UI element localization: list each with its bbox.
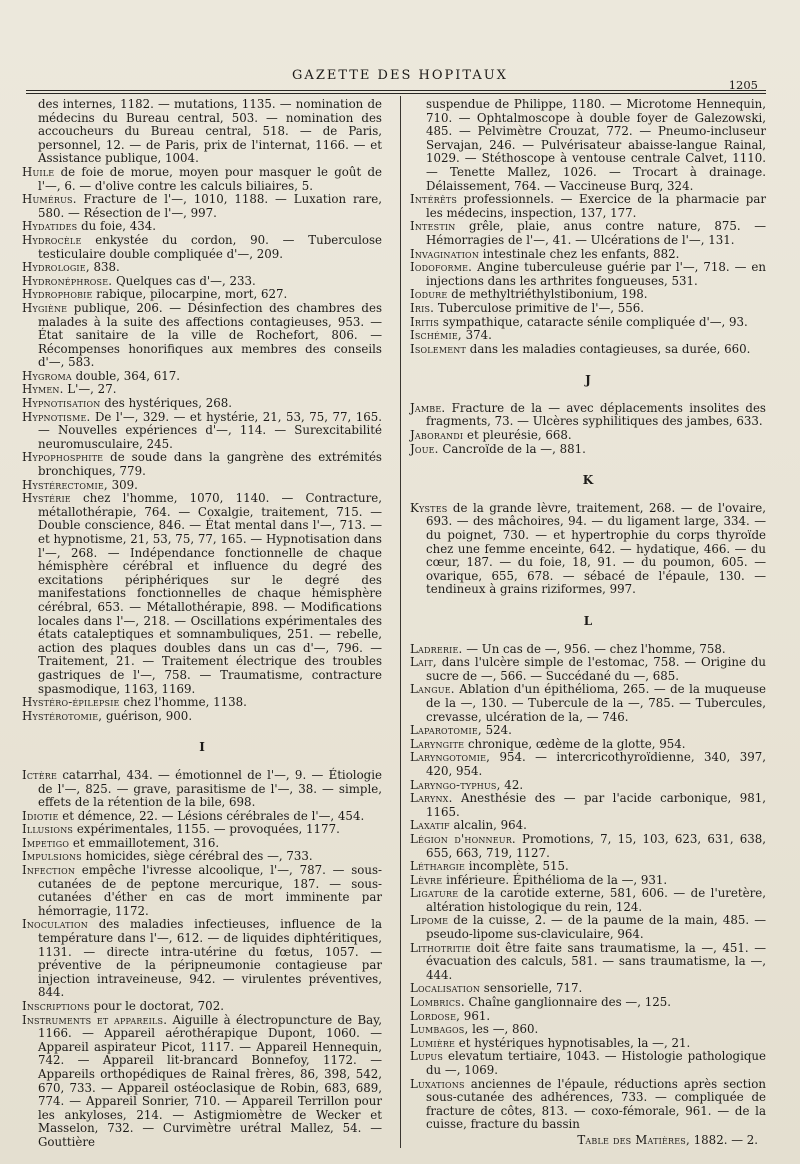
entry-term: Ischémie, [410, 328, 462, 343]
entry-term: Iodure [410, 287, 448, 302]
index-entry [22, 837, 382, 851]
entry-text: de la grande lèvre, traitement, 268. — de l'ovaire, 693. — des mâchoires, 94. — du ligament large, 334. — du poignet, 730. — et hypertrophie du corps thyroïde chez une femme enceinte, 642. — hydatique, 466. — du cœur, 187. — du foie, 18, 91. — du poumon, 605. — ovarique, 655, 678. — sébacé de l'épaule, 130. — tendineux à grains riziformes, 997. [426, 500, 766, 597]
entry-text: Aiguille à électropuncture de Bay, 1166. — Appareil aérothérapique Dupont, 1060. — Appareil aspirateur Picot, 1117. — Appareil Hennequin, 742. — Appareil lit-brancard Bonnefoy, 1172. — Appareils orthopédiques de Rainal frères, 86, 398, 542, 670, 733. — Appareil ostéoclasique de Robin, 683, 689, 774. — Appareil Sonrier, 710. — Appareil Terrillon pour les ankyloses, 214. — Astigmiomètre de Wecker et Masselon, 732. — Curvimètre urétral Mallez, 54. — Gouttière [38, 1012, 382, 1149]
entry-text: Angine tuberculeuse guérie par l'—, 718. — en injections dans les arthrites fongueuses, 531. [426, 260, 766, 288]
index-entry [22, 864, 382, 918]
entry-text: 42. [500, 777, 524, 792]
entry-text: anciennes de l'épaule, réductions après section sous-cutanée des adhérences, 733. — compliquée de fracture de côtes, 813. — coxo-fémorale, 961. — de la cuisse, fracture du bassin [426, 1076, 766, 1132]
entry-text: et pleurésie, 668. [463, 428, 572, 443]
entry-term: Inoculation [22, 917, 88, 932]
entry-term: Illusions [22, 822, 74, 837]
index-entry-continued [410, 98, 766, 193]
entry-text: L'—, 27. [63, 382, 117, 397]
index-entry [22, 1000, 382, 1014]
entry-text: inférieure. Épithélioma de la —, 931. [442, 872, 668, 887]
index-entry [22, 193, 382, 220]
entry-term: Intérêts [410, 192, 458, 207]
entry-text: et emmaillotement, 316. [69, 835, 220, 850]
entry-term: Lumbagos, [410, 1022, 469, 1037]
entry-text: chez l'homme, 1070, 1140. — Contracture, métallothérapie, 764. — Coxalgie, traitement, 715. — Double conscience, 846. — État mental dans l'—, 713. — et hypnotisme, 21, 53, 75, 77, 165. — Hypnotisation dans l'—, 268. — Indépendance fonctionnelle de chaque hémisphère cérébral et influence du degré des excitations périphériques sur le degré des manifestations fonctionnelles de chaque hémisphère cérébral, 653. — Métallothérapie, 898. — Modifications locales dans l'—, 218. — Oscillations expérimentales des états cataleptiques et somnambuliques, 251. — rebelle, action des plaques doubles dans un cas d'—, 796. — Traitement, 21. — Traitement électrique des troubles gastriques de l'—, 758. — Traumatisme, contracture spasmodique, 1163, 1169. [38, 491, 382, 696]
entry-term: Laryngotomie, [410, 750, 491, 765]
entry-text: suspendue de Philippe, 1180. — Microtome Hennequin, 710. — Ophtalmoscope à double foyer de Galezowski, 485. — Pelvimètre Crouzat, 772. — Pneumo-incluseur Servajan, 246. — Pulvérisateur abaisse-langue Rainal, 1029. — Stéthoscope à ventouse centrale Calvet, 1110. — Tenette Mallez, 1026. — Trocart à drainage. Délaissement, 764. — Vaccineuse Burq, 324. [426, 97, 766, 193]
entry-text: 374. [461, 328, 492, 343]
entry-text: des hystériques, 268. [100, 396, 232, 411]
entry-text: Cancroïde de la —, 881. [438, 441, 586, 456]
entry-text: grêle, plaie, anus contre nature, 875. — Hémorragies de l'—, 41. — Ulcérations de l'—, 131. [426, 219, 766, 247]
entry-term: Invagination [410, 246, 480, 261]
index-entry [22, 411, 382, 452]
entry-text: homicides, siège cérébral des —, 733. [81, 849, 313, 864]
entry-term: Hypophosphite [22, 450, 104, 465]
index-entry [22, 696, 382, 710]
index-entry [410, 860, 766, 874]
index-entry [22, 769, 382, 810]
entry-term: Larynx. [410, 791, 453, 806]
entry-term: Hymen. [22, 382, 64, 397]
entry-term: Ladrerie. [410, 641, 463, 656]
index-entry-continued [22, 98, 382, 166]
entry-text: Ablation d'un épithélioma, 265. — de la muqueuse de la —, 130. — Tubercule de la —, 785. — Tubercules, crevasse, ulcération de la, — 746. [426, 682, 766, 724]
entry-term: Localisation [410, 981, 481, 996]
entry-text: guérison, 900. [102, 708, 193, 723]
section-letter: K [582, 473, 594, 488]
section-letter: L [583, 614, 593, 628]
entry-text: du foie, 434. [77, 219, 156, 234]
entry-text: enkystée du cordon, 90. — Tuberculose testiculaire double compliquée d'—, 209. [38, 232, 382, 261]
index-entry [22, 397, 382, 411]
index-entry [410, 248, 766, 262]
entry-term: Kystes [410, 500, 448, 515]
entry-term: Laparotomie, [410, 723, 482, 738]
entry-text: Tuberculose primitive de l'—, 556. [434, 300, 645, 315]
index-entry [410, 887, 766, 914]
entry-text: incomplète, 515. [464, 859, 569, 874]
entry-text: pour le doctorat, 702. [89, 999, 224, 1013]
index-entry [22, 710, 382, 724]
entry-term: Hystéro-épilepsie [22, 695, 120, 710]
entry-text: rabique, pilocarpine, mort, 627. [92, 287, 288, 302]
section-letter: I [199, 740, 205, 755]
entry-text: double, 364, 617. [71, 368, 181, 383]
index-entry [410, 683, 766, 724]
entry-text: Promotions, 7, 15, 103, 623, 631, 638, 655, 663, 719, 1127. [426, 831, 766, 860]
header-rule [26, 90, 766, 91]
entry-term: Lithotritie [410, 940, 471, 955]
right-column [410, 98, 766, 1148]
index-entry [22, 492, 382, 696]
entry-term: Hygroma [22, 368, 72, 383]
entry-text: empêche l'ivresse alcoolique, l'—, 787. — sous-cutanées de de peptone mercurique, 187. — sous-cutanées d'éther en cas de mort imminente par hémorragie, 1172. [38, 863, 382, 918]
entry-term: Inscriptions [22, 999, 90, 1013]
entry-term: Idiotie [22, 808, 59, 823]
index-entry [22, 261, 382, 275]
index-entry [22, 810, 382, 824]
index-entry [22, 370, 382, 384]
left-column [22, 98, 382, 1150]
entry-term: Laryngo-typhus, [410, 777, 501, 792]
index-entry [410, 819, 766, 833]
entry-term: Hystérotomie, [22, 708, 103, 723]
entry-term: Humérus. [22, 192, 77, 207]
entry-text: 309. [107, 477, 138, 492]
entry-term: Laxatif [410, 818, 450, 833]
entry-text: publique, 206. — Désinfection des chambres des malades à la suite des affections contagieuses, 953. — État sanitaire de la ville de Rochefort, 806. — Récompenses honorifiques aux membres des conseils d'—, 583. [38, 300, 382, 370]
journal-title: GAZETTE DES HOPITAUX [292, 68, 508, 83]
entry-text: elevatum tertiaire, 1043. — Histologie pathologique du —, 1069. [426, 1049, 766, 1077]
entry-text: des maladies infectieuses, influence de la température dans l'—, 612. — de liquides diphtéritiques, 1131. — directe intra-utérine du fœtus, 1057. — préventive de la péripneumonie contagieuse par injection intraveineuse, 942. — virulentes préventives, 844. [38, 917, 382, 1000]
entry-text: dans les maladies contagieuses, sa durée, 660. [466, 341, 751, 356]
entry-term: Impulsions [22, 849, 82, 864]
entry-term: Hydrologie, [22, 260, 90, 275]
index-entry [22, 451, 382, 478]
index-entry [410, 402, 766, 429]
index-entry [22, 220, 382, 234]
index-entry [410, 1037, 766, 1051]
index-entry [22, 850, 382, 864]
entry-term: Instruments et appareils. [22, 1012, 168, 1027]
entry-term: Hystérie [22, 491, 71, 506]
index-entry [410, 316, 766, 330]
footer-text: 1882. — 2. [689, 1132, 758, 1147]
entry-term: Hypnotisme. [22, 409, 91, 424]
entry-term: Lombrics. [410, 995, 465, 1010]
entry-text: 524. [481, 723, 512, 738]
entry-term: Isolement [410, 341, 467, 356]
index-entry [410, 1010, 766, 1024]
entry-text: de la cuisse, 2. — de la paume de la main, 485. — pseudo-lipome sus-claviculaire, 964. [426, 913, 766, 942]
page-footer [410, 1134, 766, 1148]
entry-text: Chaîne ganglionnaire des —, 125. [464, 995, 671, 1010]
index-entry [410, 751, 766, 778]
entry-text: Fracture de la — avec déplacements insolites des fragments, 73. — Ulcères syphilitiques des jambes, 633. [426, 400, 766, 429]
entry-text: 961. [460, 1008, 491, 1023]
index-entry [410, 288, 766, 302]
index-entry [410, 443, 766, 457]
entry-text: de methyltriéthylstibonium, 198. [447, 287, 648, 302]
entry-text: alcalin, 964. [449, 818, 527, 833]
column-divider [400, 96, 401, 1148]
entry-text: Quelques cas d'—, 233. [112, 273, 256, 288]
index-entry [410, 502, 766, 597]
entry-term: Hystérectomie, [22, 477, 108, 492]
entry-text: professionnels. — Exercice de la pharmacie par les médecins, inspection, 137, 177. [426, 192, 766, 220]
entry-term: Joue. [410, 441, 439, 456]
entry-term: Infection [22, 863, 76, 878]
page-number: 1205 [728, 78, 758, 92]
entry-text: — Un cas de —, 956. — chez l'homme, 758. [462, 641, 726, 656]
footer-label: Table des Matières, [577, 1132, 690, 1147]
entry-text: de soude dans la gangrène des extrémités bronchiques, 779. [38, 450, 382, 479]
entry-term: Iodoforme. [410, 260, 473, 275]
index-entry [22, 166, 382, 193]
entry-term: Huile [22, 164, 55, 179]
entry-term: Intestin [410, 219, 456, 234]
index-entry [22, 288, 382, 302]
entry-term: Légion d'honneur. [410, 831, 516, 846]
index-entry [410, 833, 766, 860]
entry-term: Luxations [410, 1076, 465, 1091]
entry-term: Hypnotisation [22, 396, 101, 411]
entry-term: Hydrocèle [22, 232, 82, 247]
index-entry [410, 914, 766, 941]
entry-text: de la carotide externe, 581, 606. — de l'uretère, altération histologique du rein, 124. [426, 886, 766, 914]
index-entry [22, 1014, 382, 1150]
index-entry [410, 220, 766, 247]
entry-text: doit être faite sans traumatisme, la —, 451. — évacuation des calculs, 581. — sans traumatisme, la —, 444. [426, 940, 766, 982]
entry-term: Lordose, [410, 1008, 461, 1023]
index-entry [410, 343, 766, 357]
entry-text: Fracture de l'—, 1010, 1188. — Luxation rare, 580. — Résection de l'—, 997. [38, 192, 382, 220]
entry-term: Langue. [410, 682, 455, 697]
entry-term: Iris. [410, 300, 435, 315]
index-entry [410, 261, 766, 288]
entry-text: sympathique, cataracte sénile compliquée d'—, 93. [439, 314, 748, 329]
index-entry [410, 329, 766, 343]
index-entry [410, 1050, 766, 1077]
entry-text: et hystériques hypnotisables, la —, 21. [455, 1035, 691, 1050]
index-entry [410, 429, 766, 443]
entry-term: Hygiène [22, 300, 68, 315]
index-entry [410, 982, 766, 996]
index-entry [22, 823, 382, 837]
index-entry [22, 479, 382, 493]
entry-term: Lumière [410, 1035, 456, 1050]
entry-text: expérimentales, 1155. — provoquées, 1177. [73, 822, 340, 837]
index-entry [22, 383, 382, 397]
entry-term: Ictère [22, 767, 58, 782]
entry-text: sensorielle, 717. [480, 981, 583, 996]
entry-text: et démence, 22. — Lésions cérébrales de l'—, 454. [58, 808, 365, 823]
index-entry [410, 1078, 766, 1132]
entry-text: les —, 860. [468, 1022, 539, 1037]
index-entry [410, 996, 766, 1010]
index-entry [410, 302, 766, 316]
index-entry [410, 942, 766, 983]
index-entry [410, 643, 766, 657]
index-entry [22, 275, 382, 289]
index-entry [410, 1023, 766, 1037]
entry-text: 954. — intercricothyroïdienne, 340, 397, 420, 954. [426, 750, 766, 778]
index-entry [410, 738, 766, 752]
section-letter: J [585, 373, 591, 388]
index-entry [410, 193, 766, 220]
entry-term: Jaborandi [410, 428, 464, 443]
entry-term: Iritis [410, 314, 440, 329]
entry-term: Hydronéphrose. [22, 273, 113, 288]
header-rule-double [26, 93, 766, 94]
entry-text: intestinale chez les enfants, 882. [479, 246, 680, 261]
index-entry [22, 234, 382, 261]
entry-term: Léthargie [410, 859, 465, 874]
entry-text: De l'—, 329. — et hystérie, 21, 53, 75, 77, 165. — Nouvelles expériences d'—, 114. — Surexcitabilité neuromusculaire, 245. [38, 409, 382, 451]
index-entry [410, 779, 766, 793]
entry-text: catarrhal, 434. — émotionnel de l'—, 9. — Étiologie de l'—, 825. — grave, parasitisme de l'—, 38. — simple, effets de la rétention de la bile, 698. [38, 767, 382, 810]
entry-term: Impetigo [22, 835, 70, 850]
index-entry [22, 302, 382, 370]
index-entry [22, 918, 382, 1000]
entry-text: Anesthésie des — par l'acide carbonique, 981, 1165. [426, 791, 766, 819]
index-entry [410, 656, 766, 683]
entry-term: Lipome [410, 913, 449, 928]
entry-term: Hydrophobie [22, 287, 93, 302]
index-entry [410, 724, 766, 738]
entry-text: dans l'ulcère simple de l'estomac, 758. — Origine du sucre de —, 566. — Succédané du —, 685. [426, 655, 766, 683]
entry-term: Lèvre [410, 872, 443, 887]
entry-term: Laryngite [410, 736, 465, 751]
index-entry [410, 792, 766, 819]
entry-text: des internes, 1182. — mutations, 1135. — nomination de médecins du Bureau central, 503. — nomination des accoucheurs du Bureau central, 518. — de Paris, personnel, 12. — de Paris, prix de l'internat, 1166. — et Assistance publique, 1004. [38, 97, 382, 166]
entry-term: Hydatides [22, 219, 78, 234]
entry-term: Lupus [410, 1049, 444, 1064]
entry-text: chronique, œdème de la glotte, 954. [464, 736, 686, 751]
index-entry [410, 874, 766, 888]
entry-term: Jambe. [410, 400, 446, 415]
entry-text: de foie de morue, moyen pour masquer le goût de l'—, 6. — d'olive contre les calculs biliaires, 5. [38, 164, 382, 193]
entry-text: 838. [89, 260, 120, 275]
entry-term: Ligature [410, 886, 459, 901]
entry-term: Lait, [410, 655, 437, 670]
entry-text: chez l'homme, 1138. [119, 695, 247, 710]
